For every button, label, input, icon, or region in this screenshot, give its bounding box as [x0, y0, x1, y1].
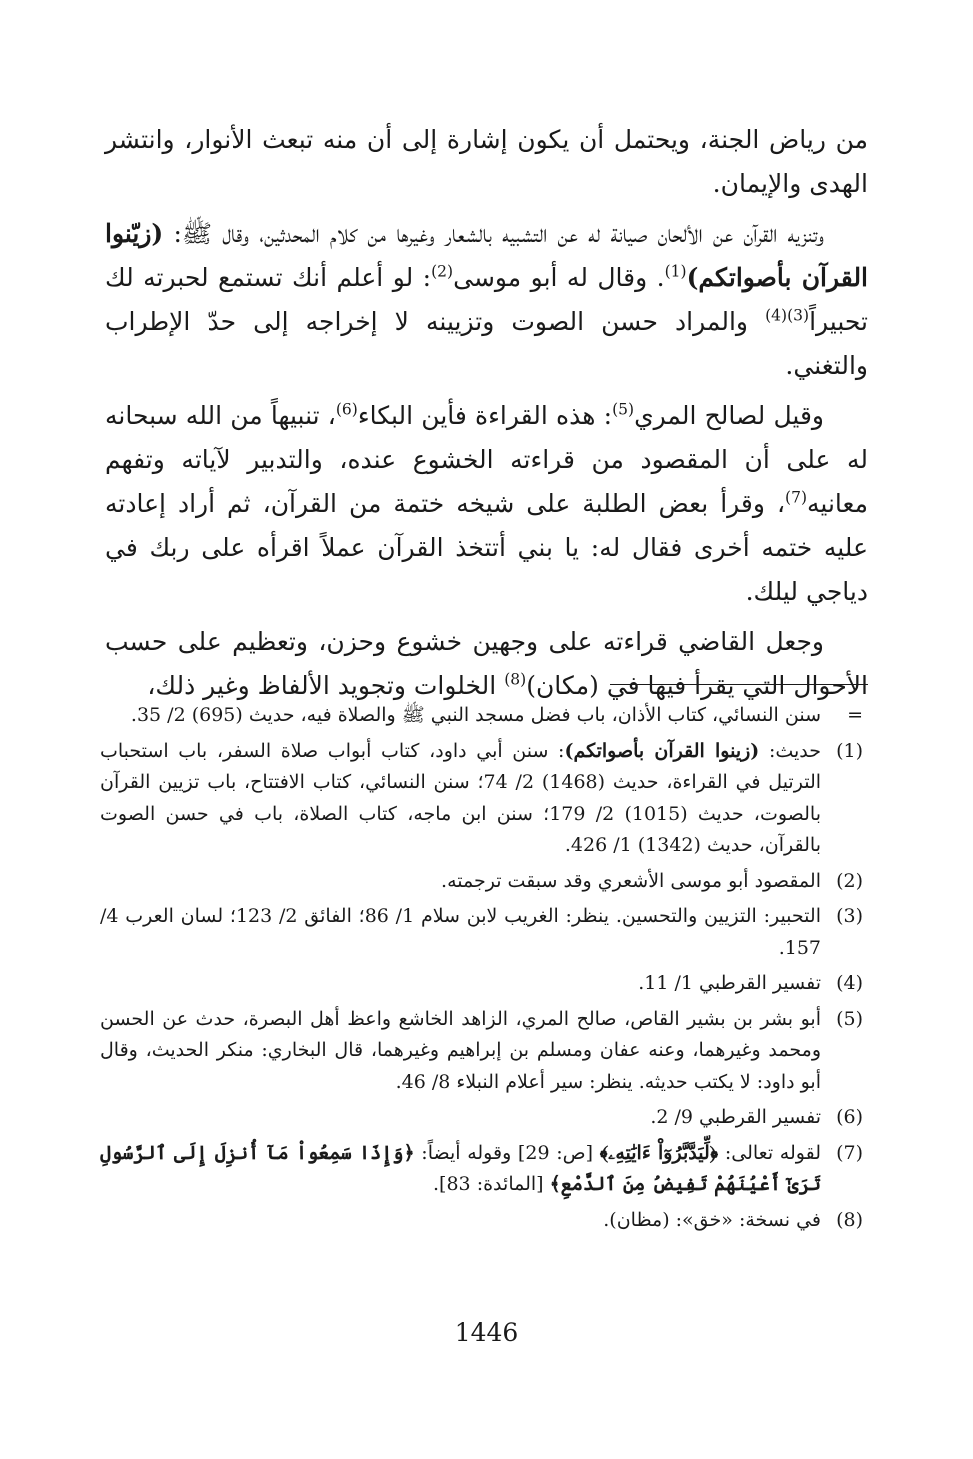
- footnote-number: (3): [836, 905, 863, 927]
- footnote-number: (2): [836, 869, 863, 892]
- quoted-text: (زينوا القرآن بأصواتكم): [564, 739, 760, 762]
- footnotes: [100, 700, 863, 1240]
- footnote: [100, 736, 863, 862]
- text-run: والمراد حسن الصوت وتزيينه لا إخراجه إلى حدّ الإطراب والتغني.: [105, 307, 868, 380]
- footnote: [100, 1205, 863, 1237]
- text-run: من رياض الجنة، ويحتمل أن يكون إشارة إلى أن منه تبعث الأنوار، وانتشر الهدى والإيمان.: [105, 125, 868, 198]
- text-run: سنن النسائي، كتاب الأذان، باب فضل مسجد النبي ﷺ والصلاة فيه، حديث (695) 2/ 35.: [130, 704, 821, 726]
- main-text: [105, 118, 868, 714]
- paragraph: [105, 118, 868, 206]
- text-run: التحبير: التزيين والتحسين. ينظر: الغريب لابن سلام 1/ 86؛ الفائق 2/ 123؛ لسان العرب 4/ 157.: [100, 905, 821, 959]
- footnote-number: (7): [836, 1141, 863, 1164]
- paragraph: [105, 394, 868, 614]
- footnote-number: (8): [836, 1208, 863, 1231]
- footnote: [100, 1102, 863, 1134]
- text-run: لقوله تعالى:: [718, 1141, 821, 1164]
- page-number: 1446: [454, 1318, 519, 1347]
- footnote: [100, 968, 863, 1000]
- footnote: [100, 1004, 863, 1099]
- text-run: ، وقرأ بعض الطلبة على شيخه ختمة من القرآن، ثم أراد إعادته عليه ختمه أخرى فقال له: يا بني أتتخذ القرآن عملاً اقرأه على ربك في دياجي ليلك.: [105, 489, 868, 606]
- footnote: [100, 1138, 863, 1201]
- text-run: وجعل القاضي قراءته على وجهين خشوع وحزن، وتعظيم على حسب الأحوال التي يقرأ فيها في (مكان): [105, 627, 868, 700]
- paragraph: [105, 620, 868, 708]
- text-run: حديث:: [759, 739, 822, 762]
- text-run: : هذه القراءة فأين البكاء: [357, 401, 613, 430]
- footnote-ref: (7): [785, 488, 808, 507]
- footnote-ref: (8): [504, 670, 527, 689]
- footnote: [100, 700, 863, 732]
- footnote: [100, 901, 863, 964]
- footnote-ref: (1): [664, 262, 687, 281]
- footnote-separator: [610, 684, 868, 685]
- text-run: أبو بشر بن بشير القاص، صالح المري، الزاهد الخاشع واعظ أهل البصرة، حدث عن الحسن ومحمد وغيرهما، وعنه عفان ومسلم بن إبراهيم وغيرهما، قال البخاري: منكر الحديث، وقال أبو داود: لا يكتب حديثه. ينظر: سير أعلام النبلاء 8/ 46.: [100, 1007, 821, 1093]
- footnote-ref: (5): [612, 400, 635, 419]
- quoted-text: ﴿وَإِذَا سَمِعُواْ مَآ أُنزِلَ إِلَى ٱلرَّسُولِ تَرَىٰٓ أَعْيُنَهُمْ تَفِيضُ مِنَ ٱلدَّمْعِ﴾: [100, 1141, 821, 1195]
- text-run: . وقال له أبو موسى: [453, 263, 665, 292]
- text-run: تفسير القرطبي 1/ 11.: [638, 972, 821, 994]
- text-run: المقصود أبو موسى الأشعري وقد سبقت ترجمته.: [441, 869, 821, 892]
- footnote-number: (4): [836, 972, 863, 994]
- text-run: : لو أعلم أنك تستمع لحبرته لك تحبيراً: [105, 263, 868, 336]
- paragraph: [105, 212, 868, 388]
- text-run: [المائدة: 83].: [433, 1173, 550, 1195]
- footnote-number: (6): [836, 1106, 863, 1128]
- text-run: ، تنبيهاً من الله سبحانه له على أن المقصود من قراءته الخشوع عنده، والتدبير لآياته وتفهم معانيه: [105, 401, 868, 518]
- text-run: : سنن أبي داود، كتاب أبواب صلاة السفر، باب استحباب الترتيل في القراءة، حديث (1468) 2/ 74؛ سنن النسائي، كتاب الافتتاح، باب تزيين القرآن بالصوت، حديث (1015) 2/ 179؛ سنن ابن ماجه، كتاب الصلاة، باب في حسن الصوت بالقرآن، حديث (1342) 1/ 426.: [100, 739, 822, 856]
- text-run: [ص: 29] وقوله أيضاً:: [414, 1141, 600, 1164]
- text-run: تفسير القرطبي 9/ 2.: [650, 1106, 821, 1128]
- text-run: وتنزيه القرآن عن الألحان صيانة له عن التشبيه بالشعار وغيرها من كلام المحدثين، وقال ﷺ:: [163, 219, 824, 248]
- text-run: الخلوات وتجويد الألفاظ وغير ذلك،: [147, 671, 505, 700]
- footnote-number: (5): [836, 1007, 863, 1030]
- text-run: وقيل لصالح المري: [634, 401, 824, 430]
- footnote: [100, 866, 863, 898]
- quoted-text: (زيّنوا القرآن بأصواتكم): [105, 219, 869, 292]
- footnote-number: (1): [836, 739, 863, 762]
- footnote-ref: (6): [335, 400, 358, 419]
- text-run: في نسخة: «خق»: (مظان).: [603, 1208, 821, 1231]
- footnote-number: =: [847, 704, 863, 726]
- footnote-ref: (3)(4): [765, 306, 810, 325]
- quoted-text: ﴿لِّيَدَّبَّرُوٓاْ ءَايَٰتِهِۦ﴾: [599, 1141, 719, 1164]
- footnote-ref: (2): [431, 262, 454, 281]
